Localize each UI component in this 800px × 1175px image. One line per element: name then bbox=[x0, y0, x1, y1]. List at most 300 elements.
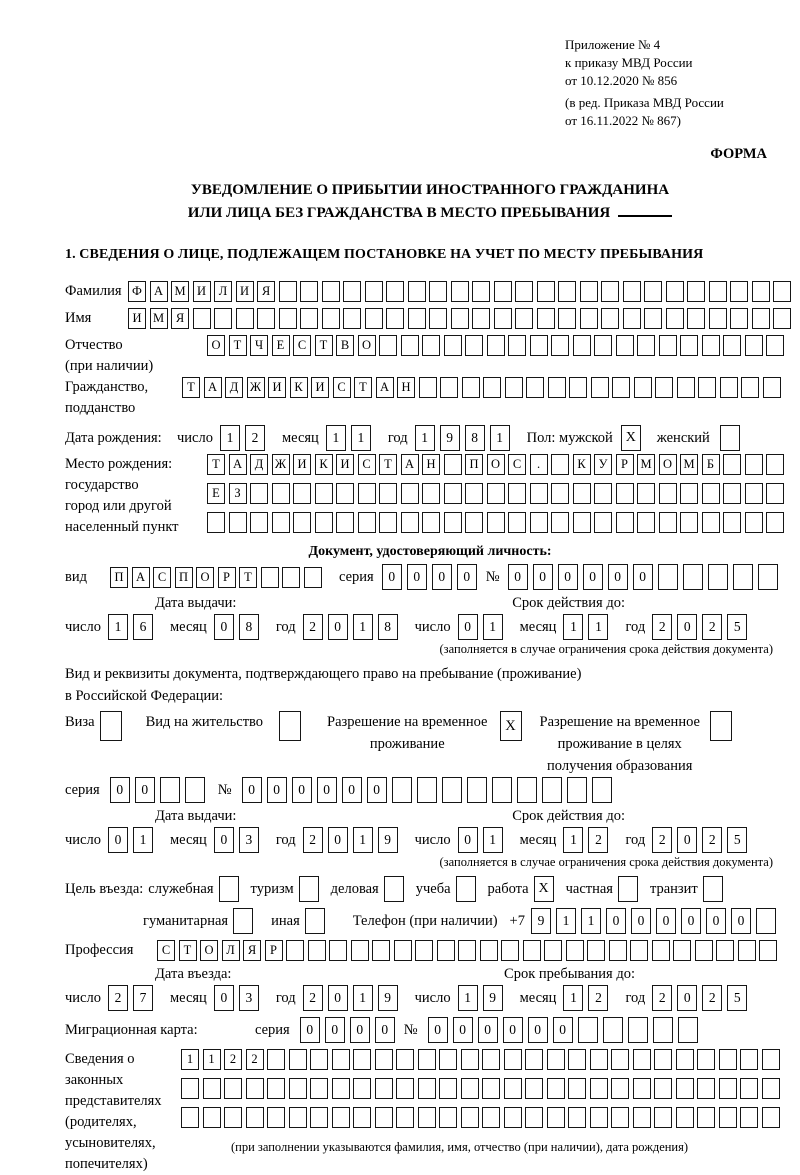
legal-reps-cell[interactable] bbox=[267, 1107, 285, 1128]
legal-reps-cell[interactable] bbox=[719, 1078, 737, 1099]
birth-place-cell[interactable] bbox=[637, 512, 655, 533]
birth-year-cell[interactable]: 1 bbox=[490, 425, 510, 451]
birth-place-cell[interactable] bbox=[487, 512, 505, 533]
profession-cell[interactable] bbox=[716, 940, 734, 961]
legal-reps-cell[interactable] bbox=[611, 1049, 629, 1070]
legal-reps-cell[interactable] bbox=[740, 1078, 758, 1099]
doc-type-cell[interactable]: С bbox=[153, 567, 171, 588]
residence-series-cell[interactable]: 0 bbox=[110, 777, 130, 803]
legal-reps-cell[interactable] bbox=[461, 1107, 479, 1128]
stay-year-cell[interactable]: 2 bbox=[652, 985, 672, 1011]
stay-year-cell[interactable]: 0 bbox=[677, 985, 697, 1011]
residence-permit-checkbox-cell[interactable] bbox=[279, 711, 301, 741]
given-name-cell[interactable] bbox=[257, 308, 275, 329]
doc-number-cell[interactable]: 0 bbox=[608, 564, 628, 590]
birth-place-cell[interactable]: У bbox=[594, 454, 612, 475]
res-expiry-month-cell[interactable]: 2 bbox=[588, 827, 608, 853]
legal-reps-cell[interactable] bbox=[762, 1049, 780, 1070]
phone-digit-cell[interactable]: 1 bbox=[556, 908, 576, 934]
citizenship-cell[interactable]: Н bbox=[397, 377, 415, 398]
given-name-cell[interactable] bbox=[623, 308, 641, 329]
residence-number-cell[interactable] bbox=[567, 777, 587, 803]
birth-place-cell[interactable] bbox=[336, 512, 354, 533]
doc-type-cell[interactable]: Т bbox=[239, 567, 257, 588]
legal-reps-cell[interactable] bbox=[439, 1107, 457, 1128]
citizenship-cell[interactable]: А bbox=[204, 377, 222, 398]
citizenship-cell[interactable] bbox=[505, 377, 523, 398]
residence-number-cell[interactable]: 0 bbox=[242, 777, 262, 803]
legal-reps-cell[interactable] bbox=[719, 1107, 737, 1128]
legal-reps-cell[interactable] bbox=[568, 1107, 586, 1128]
birth-place-cell[interactable] bbox=[422, 512, 440, 533]
legal-reps-cell[interactable] bbox=[353, 1078, 371, 1099]
residence-series-cell[interactable] bbox=[185, 777, 205, 803]
legal-reps-cell[interactable] bbox=[353, 1107, 371, 1128]
res-issue-month-cell[interactable]: 0 bbox=[214, 827, 234, 853]
phone-digit-cell[interactable]: 0 bbox=[606, 908, 626, 934]
phone-digit-cell[interactable] bbox=[756, 908, 776, 934]
surname-cell[interactable] bbox=[451, 281, 469, 302]
legal-reps-cell[interactable] bbox=[181, 1078, 199, 1099]
birth-place-cell[interactable] bbox=[723, 483, 741, 504]
patronymic-cell[interactable] bbox=[702, 335, 720, 356]
migration-card-number-cell[interactable]: 0 bbox=[553, 1017, 573, 1043]
patronymic-cell[interactable] bbox=[745, 335, 763, 356]
given-name-cell[interactable] bbox=[193, 308, 211, 329]
legal-reps-cell[interactable] bbox=[590, 1107, 608, 1128]
legal-reps-cell[interactable] bbox=[547, 1049, 565, 1070]
patronymic-cell[interactable] bbox=[766, 335, 784, 356]
citizenship-cell[interactable]: Т bbox=[182, 377, 200, 398]
legal-reps-cell[interactable] bbox=[482, 1107, 500, 1128]
migration-card-number-cell[interactable] bbox=[578, 1017, 598, 1043]
birth-place-cell[interactable] bbox=[551, 454, 569, 475]
surname-cell[interactable]: Я bbox=[257, 281, 275, 302]
legal-reps-cell[interactable] bbox=[525, 1049, 543, 1070]
legal-reps-cell[interactable] bbox=[224, 1107, 242, 1128]
legal-reps-cell[interactable] bbox=[525, 1107, 543, 1128]
birth-place-cell[interactable] bbox=[702, 512, 720, 533]
profession-cell[interactable]: О bbox=[200, 940, 218, 961]
profession-cell[interactable] bbox=[609, 940, 627, 961]
residence-number-cell[interactable] bbox=[442, 777, 462, 803]
phone-digit-cell[interactable]: 0 bbox=[656, 908, 676, 934]
birth-place-cell[interactable] bbox=[616, 483, 634, 504]
residence-number-cell[interactable] bbox=[517, 777, 537, 803]
doc-type-cell[interactable] bbox=[282, 567, 300, 588]
legal-reps-cell[interactable] bbox=[461, 1078, 479, 1099]
legal-reps-cell[interactable] bbox=[461, 1049, 479, 1070]
surname-cell[interactable]: А bbox=[150, 281, 168, 302]
surname-cell[interactable] bbox=[472, 281, 490, 302]
legal-reps-cell[interactable] bbox=[310, 1078, 328, 1099]
legal-reps-cell[interactable] bbox=[267, 1078, 285, 1099]
given-name-cell[interactable] bbox=[752, 308, 770, 329]
birth-place-cell[interactable] bbox=[508, 483, 526, 504]
stay-day-cell[interactable]: 1 bbox=[458, 985, 478, 1011]
id-issue-day-cell[interactable]: 6 bbox=[133, 614, 153, 640]
profession-cell[interactable]: Я bbox=[243, 940, 261, 961]
migration-card-number-cell[interactable] bbox=[678, 1017, 698, 1043]
birth-place-cell[interactable] bbox=[358, 483, 376, 504]
doc-series-cell[interactable]: 0 bbox=[457, 564, 477, 590]
given-name-cell[interactable]: М bbox=[150, 308, 168, 329]
birth-place-cell[interactable] bbox=[594, 512, 612, 533]
patronymic-cell[interactable] bbox=[637, 335, 655, 356]
legal-reps-cell[interactable] bbox=[332, 1078, 350, 1099]
surname-cell[interactable] bbox=[408, 281, 426, 302]
patronymic-cell[interactable] bbox=[487, 335, 505, 356]
legal-reps-cell[interactable] bbox=[676, 1107, 694, 1128]
residence-series-cell[interactable]: 0 bbox=[135, 777, 155, 803]
legal-reps-cell[interactable] bbox=[568, 1049, 586, 1070]
legal-reps-cell[interactable] bbox=[590, 1049, 608, 1070]
legal-reps-cell[interactable] bbox=[203, 1078, 221, 1099]
id-expiry-year-cell[interactable]: 5 bbox=[727, 614, 747, 640]
residence-number-cell[interactable]: 0 bbox=[317, 777, 337, 803]
legal-reps-cell[interactable] bbox=[633, 1049, 651, 1070]
stay-year-cell[interactable]: 2 bbox=[702, 985, 722, 1011]
birth-place-cell[interactable] bbox=[207, 512, 225, 533]
doc-type-cell[interactable]: П bbox=[110, 567, 128, 588]
doc-number-cell[interactable]: 0 bbox=[633, 564, 653, 590]
birth-day-cell[interactable]: 1 bbox=[220, 425, 240, 451]
citizenship-cell[interactable] bbox=[741, 377, 759, 398]
birth-place-cell[interactable] bbox=[702, 483, 720, 504]
birth-place-cell[interactable] bbox=[766, 454, 784, 475]
birth-place-cell[interactable] bbox=[465, 483, 483, 504]
birth-place-cell[interactable] bbox=[680, 483, 698, 504]
sex-female-checkbox-cell[interactable] bbox=[720, 425, 740, 451]
surname-cell[interactable] bbox=[343, 281, 361, 302]
patronymic-cell[interactable] bbox=[508, 335, 526, 356]
birth-place-cell[interactable]: К bbox=[315, 454, 333, 475]
legal-reps-cell[interactable] bbox=[375, 1107, 393, 1128]
birth-place-cell[interactable] bbox=[594, 483, 612, 504]
birth-place-cell[interactable] bbox=[465, 512, 483, 533]
surname-cell[interactable] bbox=[773, 281, 791, 302]
birth-place-cell[interactable]: Р bbox=[616, 454, 634, 475]
surname-cell[interactable] bbox=[601, 281, 619, 302]
profession-cell[interactable] bbox=[566, 940, 584, 961]
birth-place-cell[interactable]: О bbox=[487, 454, 505, 475]
given-name-cell[interactable] bbox=[494, 308, 512, 329]
birth-place-cell[interactable]: И bbox=[336, 454, 354, 475]
profession-cell[interactable] bbox=[372, 940, 390, 961]
given-name-cell[interactable] bbox=[709, 308, 727, 329]
stay-day-cell[interactable]: 9 bbox=[483, 985, 503, 1011]
citizenship-cell[interactable] bbox=[569, 377, 587, 398]
res-expiry-year-cell[interactable]: 0 bbox=[677, 827, 697, 853]
patronymic-cell[interactable] bbox=[616, 335, 634, 356]
birth-place-cell[interactable] bbox=[250, 512, 268, 533]
legal-reps-cell[interactable] bbox=[289, 1049, 307, 1070]
given-name-cell[interactable] bbox=[644, 308, 662, 329]
surname-cell[interactable] bbox=[623, 281, 641, 302]
patronymic-cell[interactable] bbox=[594, 335, 612, 356]
citizenship-cell[interactable] bbox=[548, 377, 566, 398]
legal-reps-cell[interactable] bbox=[396, 1078, 414, 1099]
legal-reps-cell[interactable] bbox=[289, 1107, 307, 1128]
given-name-cell[interactable] bbox=[386, 308, 404, 329]
surname-cell[interactable]: Ф bbox=[128, 281, 146, 302]
migration-card-series-cell[interactable]: 0 bbox=[375, 1017, 395, 1043]
stay-month-cell[interactable]: 1 bbox=[563, 985, 583, 1011]
profession-cell[interactable] bbox=[630, 940, 648, 961]
legal-reps-cell[interactable]: 2 bbox=[224, 1049, 242, 1070]
phone-digit-cell[interactable]: 0 bbox=[731, 908, 751, 934]
citizenship-cell[interactable] bbox=[698, 377, 716, 398]
given-name-cell[interactable] bbox=[537, 308, 555, 329]
surname-cell[interactable] bbox=[279, 281, 297, 302]
doc-number-cell[interactable]: 0 bbox=[508, 564, 528, 590]
citizenship-cell[interactable] bbox=[720, 377, 738, 398]
doc-series-cell[interactable]: 0 bbox=[407, 564, 427, 590]
citizenship-cell[interactable]: К bbox=[290, 377, 308, 398]
citizenship-cell[interactable] bbox=[462, 377, 480, 398]
res-expiry-day-cell[interactable]: 1 bbox=[483, 827, 503, 853]
profession-cell[interactable]: Р bbox=[265, 940, 283, 961]
legal-reps-cell[interactable] bbox=[633, 1107, 651, 1128]
given-name-cell[interactable] bbox=[343, 308, 361, 329]
migration-card-series-cell[interactable]: 0 bbox=[300, 1017, 320, 1043]
phone-digit-cell[interactable]: 0 bbox=[631, 908, 651, 934]
legal-reps-cell[interactable] bbox=[310, 1107, 328, 1128]
res-issue-day-cell[interactable]: 1 bbox=[133, 827, 153, 853]
birth-place-cell[interactable]: М bbox=[680, 454, 698, 475]
patronymic-cell[interactable] bbox=[723, 335, 741, 356]
res-expiry-year-cell[interactable]: 2 bbox=[702, 827, 722, 853]
profession-cell[interactable]: Т bbox=[179, 940, 197, 961]
migration-card-number-cell[interactable] bbox=[628, 1017, 648, 1043]
birth-place-cell[interactable]: П bbox=[465, 454, 483, 475]
visa-checkbox-cell[interactable] bbox=[100, 711, 122, 741]
doc-type-cell[interactable] bbox=[304, 567, 322, 588]
doc-type-cell[interactable]: П bbox=[175, 567, 193, 588]
profession-cell[interactable] bbox=[308, 940, 326, 961]
residence-number-cell[interactable] bbox=[492, 777, 512, 803]
profession-cell[interactable] bbox=[394, 940, 412, 961]
id-expiry-year-cell[interactable]: 2 bbox=[702, 614, 722, 640]
legal-reps-cell[interactable] bbox=[611, 1078, 629, 1099]
patronymic-cell[interactable]: Ч bbox=[250, 335, 268, 356]
given-name-cell[interactable] bbox=[322, 308, 340, 329]
given-name-cell[interactable]: И bbox=[128, 308, 146, 329]
residence-number-cell[interactable]: 0 bbox=[292, 777, 312, 803]
migration-card-series-cell[interactable]: 0 bbox=[350, 1017, 370, 1043]
citizenship-cell[interactable] bbox=[763, 377, 781, 398]
citizenship-cell[interactable] bbox=[483, 377, 501, 398]
doc-number-cell[interactable]: 0 bbox=[533, 564, 553, 590]
id-expiry-year-cell[interactable]: 2 bbox=[652, 614, 672, 640]
surname-cell[interactable] bbox=[300, 281, 318, 302]
patronymic-cell[interactable] bbox=[573, 335, 591, 356]
entry-month-cell[interactable]: 3 bbox=[239, 985, 259, 1011]
profession-cell[interactable]: Л bbox=[222, 940, 240, 961]
patronymic-cell[interactable] bbox=[465, 335, 483, 356]
patronymic-cell[interactable] bbox=[659, 335, 677, 356]
patronymic-cell[interactable]: С bbox=[293, 335, 311, 356]
birth-place-cell[interactable]: Т bbox=[379, 454, 397, 475]
citizenship-cell[interactable]: Д bbox=[225, 377, 243, 398]
doc-number-cell[interactable]: 0 bbox=[558, 564, 578, 590]
profession-cell[interactable] bbox=[587, 940, 605, 961]
legal-reps-cell[interactable] bbox=[482, 1078, 500, 1099]
legal-reps-cell[interactable] bbox=[289, 1078, 307, 1099]
legal-reps-cell[interactable] bbox=[762, 1078, 780, 1099]
birth-place-cell[interactable]: . bbox=[530, 454, 548, 475]
surname-cell[interactable] bbox=[687, 281, 705, 302]
profession-cell[interactable] bbox=[501, 940, 519, 961]
legal-reps-cell[interactable] bbox=[418, 1049, 436, 1070]
given-name-cell[interactable] bbox=[365, 308, 383, 329]
migration-card-number-cell[interactable] bbox=[653, 1017, 673, 1043]
patronymic-cell[interactable] bbox=[551, 335, 569, 356]
legal-reps-cell[interactable] bbox=[224, 1078, 242, 1099]
birth-place-cell[interactable] bbox=[508, 512, 526, 533]
legal-reps-cell[interactable] bbox=[332, 1049, 350, 1070]
legal-reps-cell[interactable]: 2 bbox=[246, 1049, 264, 1070]
migration-card-number-cell[interactable]: 0 bbox=[528, 1017, 548, 1043]
legal-reps-cell[interactable]: 1 bbox=[181, 1049, 199, 1070]
birth-day-cell[interactable]: 2 bbox=[245, 425, 265, 451]
surname-cell[interactable] bbox=[386, 281, 404, 302]
given-name-cell[interactable] bbox=[279, 308, 297, 329]
id-issue-month-cell[interactable]: 0 bbox=[214, 614, 234, 640]
surname-cell[interactable]: Л bbox=[214, 281, 232, 302]
patronymic-cell[interactable] bbox=[422, 335, 440, 356]
legal-reps-cell[interactable] bbox=[181, 1107, 199, 1128]
legal-reps-cell[interactable] bbox=[676, 1078, 694, 1099]
purpose-official-checkbox-cell[interactable] bbox=[219, 876, 239, 902]
purpose-private-checkbox-cell[interactable] bbox=[618, 876, 638, 902]
purpose-other-checkbox-cell[interactable] bbox=[305, 908, 325, 934]
legal-reps-cell[interactable] bbox=[332, 1107, 350, 1128]
citizenship-cell[interactable] bbox=[591, 377, 609, 398]
given-name-cell[interactable] bbox=[429, 308, 447, 329]
id-expiry-day-cell[interactable]: 1 bbox=[483, 614, 503, 640]
id-issue-year-cell[interactable]: 8 bbox=[378, 614, 398, 640]
birth-place-cell[interactable] bbox=[379, 512, 397, 533]
legal-reps-cell[interactable] bbox=[375, 1078, 393, 1099]
phone-digit-cell[interactable]: 9 bbox=[531, 908, 551, 934]
entry-month-cell[interactable]: 0 bbox=[214, 985, 234, 1011]
surname-cell[interactable]: И bbox=[193, 281, 211, 302]
citizenship-cell[interactable]: И bbox=[311, 377, 329, 398]
birth-place-cell[interactable] bbox=[422, 483, 440, 504]
res-issue-month-cell[interactable]: 3 bbox=[239, 827, 259, 853]
doc-series-cell[interactable]: 0 bbox=[432, 564, 452, 590]
profession-cell[interactable] bbox=[458, 940, 476, 961]
profession-cell[interactable] bbox=[437, 940, 455, 961]
legal-reps-cell[interactable] bbox=[525, 1078, 543, 1099]
birth-place-cell[interactable] bbox=[272, 483, 290, 504]
surname-cell[interactable] bbox=[429, 281, 447, 302]
legal-reps-cell[interactable] bbox=[353, 1049, 371, 1070]
legal-reps-cell[interactable] bbox=[611, 1107, 629, 1128]
birth-place-cell[interactable] bbox=[745, 483, 763, 504]
legal-reps-cell[interactable] bbox=[310, 1049, 328, 1070]
birth-place-cell[interactable] bbox=[487, 483, 505, 504]
phone-digit-cell[interactable]: 0 bbox=[706, 908, 726, 934]
surname-cell[interactable] bbox=[494, 281, 512, 302]
birth-place-cell[interactable]: Ж bbox=[272, 454, 290, 475]
purpose-transit-checkbox-cell[interactable] bbox=[703, 876, 723, 902]
patronymic-cell[interactable] bbox=[379, 335, 397, 356]
residence-series-cell[interactable] bbox=[160, 777, 180, 803]
birth-year-cell[interactable]: 9 bbox=[440, 425, 460, 451]
entry-year-cell[interactable]: 9 bbox=[378, 985, 398, 1011]
residence-number-cell[interactable] bbox=[417, 777, 437, 803]
profession-cell[interactable] bbox=[544, 940, 562, 961]
birth-place-cell[interactable]: Д bbox=[250, 454, 268, 475]
birth-place-cell[interactable]: К bbox=[573, 454, 591, 475]
birth-place-cell[interactable] bbox=[379, 483, 397, 504]
citizenship-cell[interactable]: Т bbox=[354, 377, 372, 398]
legal-reps-cell[interactable] bbox=[504, 1078, 522, 1099]
temp-residence-checkbox-cell[interactable]: X bbox=[500, 711, 522, 741]
given-name-cell[interactable] bbox=[515, 308, 533, 329]
birth-place-cell[interactable] bbox=[250, 483, 268, 504]
birth-place-cell[interactable]: А bbox=[401, 454, 419, 475]
birth-place-cell[interactable] bbox=[766, 483, 784, 504]
doc-type-cell[interactable]: О bbox=[196, 567, 214, 588]
res-issue-year-cell[interactable]: 0 bbox=[328, 827, 348, 853]
citizenship-cell[interactable] bbox=[440, 377, 458, 398]
legal-reps-cell[interactable]: 1 bbox=[203, 1049, 221, 1070]
profession-cell[interactable] bbox=[738, 940, 756, 961]
given-name-cell[interactable] bbox=[451, 308, 469, 329]
legal-reps-cell[interactable] bbox=[697, 1049, 715, 1070]
legal-reps-cell[interactable] bbox=[547, 1107, 565, 1128]
id-issue-year-cell[interactable]: 0 bbox=[328, 614, 348, 640]
entry-year-cell[interactable]: 2 bbox=[303, 985, 323, 1011]
res-issue-year-cell[interactable]: 2 bbox=[303, 827, 323, 853]
birth-place-cell[interactable] bbox=[573, 512, 591, 533]
doc-number-cell[interactable] bbox=[758, 564, 778, 590]
legal-reps-cell[interactable] bbox=[654, 1049, 672, 1070]
legal-reps-cell[interactable] bbox=[482, 1049, 500, 1070]
legal-reps-cell[interactable] bbox=[697, 1107, 715, 1128]
residence-number-cell[interactable] bbox=[392, 777, 412, 803]
given-name-cell[interactable] bbox=[472, 308, 490, 329]
legal-reps-cell[interactable] bbox=[740, 1107, 758, 1128]
birth-place-cell[interactable]: З bbox=[229, 483, 247, 504]
citizenship-cell[interactable] bbox=[655, 377, 673, 398]
patronymic-cell[interactable] bbox=[444, 335, 462, 356]
residence-number-cell[interactable]: 0 bbox=[267, 777, 287, 803]
surname-cell[interactable] bbox=[730, 281, 748, 302]
legal-reps-cell[interactable] bbox=[246, 1107, 264, 1128]
given-name-cell[interactable] bbox=[214, 308, 232, 329]
birth-place-cell[interactable]: С bbox=[358, 454, 376, 475]
legal-reps-cell[interactable] bbox=[439, 1078, 457, 1099]
legal-reps-cell[interactable] bbox=[697, 1078, 715, 1099]
legal-reps-cell[interactable] bbox=[719, 1049, 737, 1070]
birth-place-cell[interactable]: О bbox=[659, 454, 677, 475]
surname-cell[interactable] bbox=[537, 281, 555, 302]
profession-cell[interactable] bbox=[673, 940, 691, 961]
profession-cell[interactable] bbox=[523, 940, 541, 961]
surname-cell[interactable] bbox=[515, 281, 533, 302]
surname-cell[interactable] bbox=[580, 281, 598, 302]
entry-day-cell[interactable]: 2 bbox=[108, 985, 128, 1011]
citizenship-cell[interactable] bbox=[526, 377, 544, 398]
profession-cell[interactable]: С bbox=[157, 940, 175, 961]
legal-reps-cell[interactable] bbox=[654, 1107, 672, 1128]
birth-place-cell[interactable] bbox=[293, 483, 311, 504]
citizenship-cell[interactable] bbox=[634, 377, 652, 398]
